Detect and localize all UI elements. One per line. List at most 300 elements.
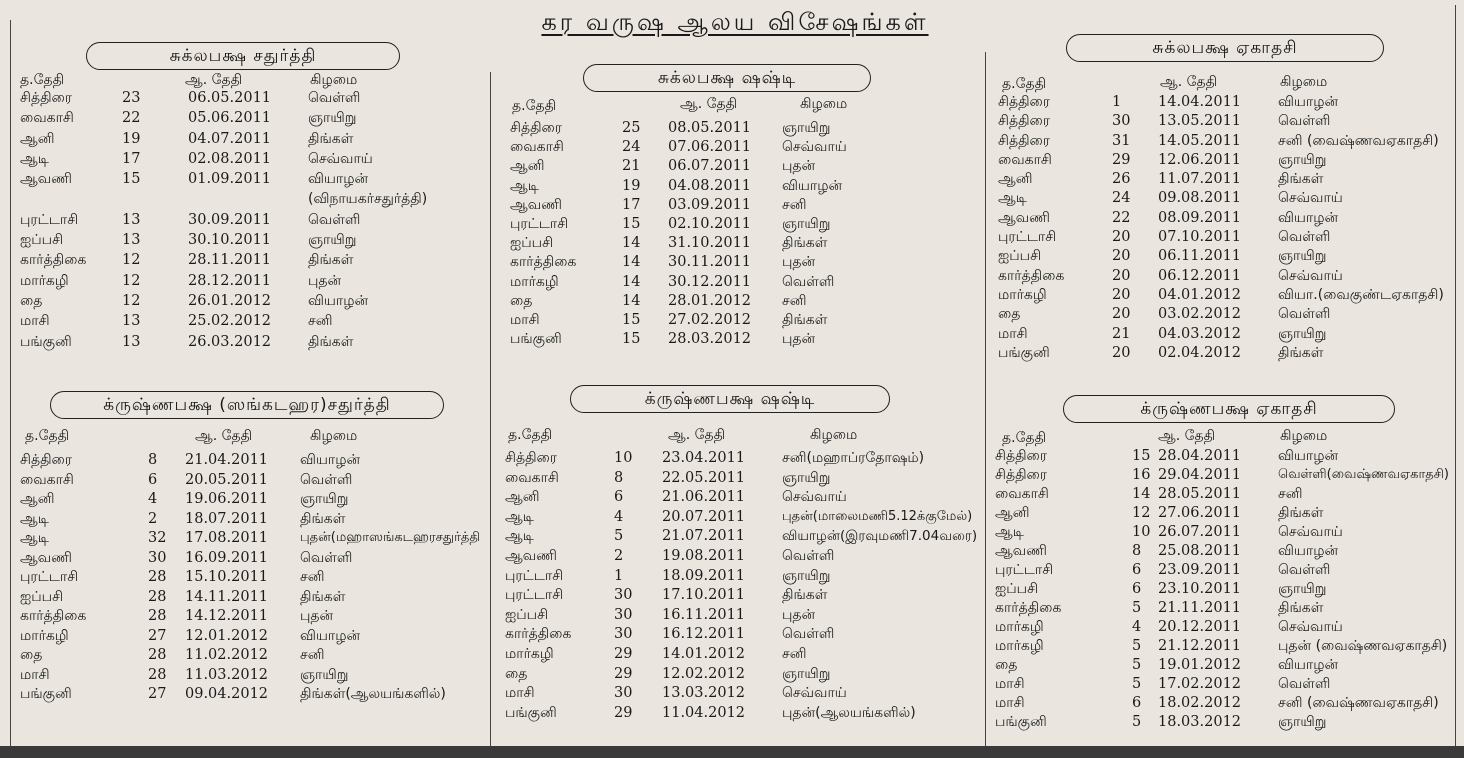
english-date: 07.10.2011 xyxy=(1158,229,1242,246)
weekday: வியாழன் xyxy=(1278,94,1339,110)
tamil-month: மார்கழி xyxy=(20,272,69,289)
tamil-day: 17 xyxy=(122,150,141,167)
weekday: புதன் xyxy=(782,331,816,348)
tamil-month: பங்குனி xyxy=(998,344,1050,361)
tamil-month: ஐப்பசி xyxy=(998,248,1042,265)
tamil-month: புரட்டாசி xyxy=(505,587,564,604)
tamil-month: மாசி xyxy=(20,313,50,330)
weekday: வெள்ளி(வைஷ்ணவஏகாதசி) xyxy=(1278,467,1449,482)
english-date: 04.03.2012 xyxy=(1158,325,1242,342)
tamil-month: ஆனி xyxy=(505,489,540,506)
header-weekday: கிழமை xyxy=(1280,74,1328,90)
tamil-month: கார்த்திகை xyxy=(995,600,1062,616)
english-date: 11.03.2012 xyxy=(185,666,269,683)
weekday: வியாழன் xyxy=(782,177,843,194)
tamil-month: புரட்டாசி xyxy=(998,229,1057,246)
tamil-month: மாசி xyxy=(995,695,1025,711)
tamil-month: மார்கழி xyxy=(505,645,554,662)
weekday: திங்கள் xyxy=(308,252,354,269)
tamil-month: ஆடி xyxy=(998,190,1027,207)
weekday: புதன் xyxy=(782,158,816,175)
tamil-month: மாசி xyxy=(510,311,540,328)
tamil-month: ஆனி xyxy=(20,491,55,507)
tamil-month: ஆடி xyxy=(510,177,539,194)
tamil-month: வைகாசி xyxy=(20,471,74,488)
tamil-day: 23 xyxy=(122,90,141,106)
weekday: செவ்வாய் xyxy=(308,150,373,167)
tamil-month: சித்திரை xyxy=(510,120,563,136)
tamil-day: 28 xyxy=(148,588,167,605)
english-date: 15.10.2011 xyxy=(185,569,269,585)
section-title-krishna-chaturthi: க்ருஷ்ணபக்ஷ (ஸங்கடஹர)சதுர்த்தி xyxy=(50,391,444,419)
tamil-day: 5 xyxy=(1132,638,1142,654)
weekday: வியாழன் xyxy=(308,292,369,309)
tamil-month: ஆடி xyxy=(20,510,49,527)
tamil-month: மார்கழி xyxy=(20,627,69,644)
tamil-day: 26 xyxy=(1112,171,1131,188)
english-date: 06.05.2011 xyxy=(188,90,272,106)
english-date: 19.06.2011 xyxy=(185,491,269,507)
english-date: 19.08.2011 xyxy=(662,547,746,564)
tamil-day: 5 xyxy=(1132,676,1142,692)
tamil-day: 2 xyxy=(614,547,624,564)
tamil-day: 5 xyxy=(614,528,624,545)
tamil-month: ஆவணி xyxy=(510,196,562,213)
tamil-month: மார்கழி xyxy=(995,638,1044,654)
tamil-month: ஆவணி xyxy=(998,209,1050,226)
weekday: ஞாயிறு xyxy=(782,665,831,682)
weekday: வியாழன் xyxy=(1278,543,1339,559)
weekday: வியாழன் xyxy=(308,171,369,188)
english-date: 02.04.2012 xyxy=(1158,344,1242,361)
tamil-day: 30 xyxy=(614,606,633,623)
english-date: 12.02.2012 xyxy=(662,665,746,682)
english-date: 26.01.2012 xyxy=(188,292,272,309)
weekday: சனி xyxy=(300,647,325,663)
header-date: ஆ. தேதி xyxy=(680,96,738,112)
tamil-month: ஆனி xyxy=(995,505,1030,521)
tamil-month: பங்குனி xyxy=(20,686,72,702)
english-date: 07.06.2011 xyxy=(668,139,752,156)
tamil-month: சித்திரை xyxy=(505,450,558,466)
tamil-month: புரட்டாசி xyxy=(20,569,79,585)
weekday: வெள்ளி xyxy=(1278,113,1331,130)
english-date: 03.09.2011 xyxy=(668,196,752,213)
english-date: 23.09.2011 xyxy=(1158,562,1242,578)
tamil-month: ஐப்பசி xyxy=(20,588,64,605)
header-month: த.தேதி xyxy=(508,427,553,443)
weekday: வெள்ளி xyxy=(782,273,835,290)
weekday: புதன் xyxy=(308,272,342,289)
tamil-day: 12 xyxy=(122,252,141,269)
tamil-month: சித்திரை xyxy=(998,94,1051,110)
english-date: 21.04.2011 xyxy=(185,452,269,468)
english-date: 02.10.2011 xyxy=(668,215,752,232)
english-date: 18.07.2011 xyxy=(185,510,269,527)
section-title-shukla-chaturthi: சுக்லபக்ஷ சதுர்த்தி xyxy=(86,42,400,70)
tamil-day: 10 xyxy=(614,450,633,466)
tamil-month: ஆனி xyxy=(20,130,55,147)
tamil-month: மாசி xyxy=(998,325,1028,342)
tamil-month: வைகாசி xyxy=(20,110,74,127)
weekday: புதன் xyxy=(782,254,816,271)
tamil-month: கார்த்திகை xyxy=(505,626,572,643)
weekday: செவ்வாய் xyxy=(1278,619,1343,635)
tamil-month: மாசி xyxy=(20,666,50,683)
tamil-day: 30 xyxy=(614,626,633,643)
weekday: செவ்வாய் xyxy=(782,139,847,156)
english-date: 27.06.2011 xyxy=(1158,505,1242,521)
weekday: செவ்வாய் xyxy=(1278,524,1343,540)
english-date: 04.07.2011 xyxy=(188,130,272,147)
tamil-day: 6 xyxy=(614,489,624,506)
weekday: செவ்வாய் xyxy=(782,489,847,506)
english-date: 25.02.2012 xyxy=(188,313,272,330)
english-date: 19.01.2012 xyxy=(1158,657,1242,673)
tamil-day: 12 xyxy=(122,272,141,289)
weekday: திங்கள் xyxy=(300,588,346,605)
english-date: 30.12.2011 xyxy=(668,273,752,290)
tamil-month: ஐப்பசி xyxy=(505,606,549,623)
tamil-day: 4 xyxy=(148,491,158,507)
tamil-day: 13 xyxy=(122,333,141,350)
weekday: ஞாயிறு xyxy=(782,469,831,486)
tamil-day: 21 xyxy=(622,158,641,175)
header-weekday: கிழமை xyxy=(310,428,358,444)
english-date: 21.12.2011 xyxy=(1158,638,1242,654)
weekday: ஞாயிறு xyxy=(1278,325,1327,342)
english-date: 17.02.2012 xyxy=(1158,676,1242,692)
weekday: ஞாயிறு xyxy=(782,215,831,232)
tamil-day: 20 xyxy=(1112,229,1131,246)
tamil-month: புரட்டாசி xyxy=(505,567,564,584)
tamil-month: ஆடி xyxy=(505,508,534,525)
weekday: புதன்(ஆலயங்களில்) xyxy=(782,704,916,721)
english-date: 06.11.2011 xyxy=(1158,248,1242,265)
weekday: வெள்ளி xyxy=(1278,306,1331,323)
tamil-month: கார்த்திகை xyxy=(510,254,577,271)
english-date: 21.11.2011 xyxy=(1158,600,1242,616)
tamil-month: வைகாசி xyxy=(998,151,1052,168)
english-date: 17.08.2011 xyxy=(185,530,269,546)
tamil-day: 20 xyxy=(1112,286,1131,303)
weekday: வெள்ளி xyxy=(308,90,361,106)
tamil-day: 27 xyxy=(148,686,167,702)
english-date: 28.03.2012 xyxy=(668,331,752,348)
tamil-day: 22 xyxy=(1112,209,1131,226)
tamil-day: 12 xyxy=(122,292,141,309)
english-date: 14.05.2011 xyxy=(1158,132,1242,149)
tamil-month: புரட்டாசி xyxy=(995,562,1054,578)
weekday: சனி xyxy=(300,569,325,585)
tamil-month: பங்குனி xyxy=(510,331,562,348)
tamil-month: சித்திரை xyxy=(998,132,1051,149)
tamil-day: 15 xyxy=(622,215,641,232)
weekday: திங்கள் xyxy=(1278,171,1324,188)
tamil-month: தை xyxy=(510,292,533,309)
tamil-day: 25 xyxy=(622,120,641,136)
english-date: 08.09.2011 xyxy=(1158,209,1242,226)
english-date: 30.10.2011 xyxy=(188,232,272,249)
page-title: கர வருஷ ஆலய விசேஷங்கள் xyxy=(541,8,929,36)
tamil-day: 5 xyxy=(1132,657,1142,673)
weekday: சனி (வைஷ்ணவஏகாதசி) xyxy=(1278,132,1439,149)
tamil-month: சித்திரை xyxy=(995,467,1048,483)
tamil-day: 30 xyxy=(614,587,633,604)
weekday: வியாழன் xyxy=(1278,657,1339,673)
english-date: 11.02.2012 xyxy=(185,647,269,663)
tamil-month: ஐப்பசி xyxy=(20,232,64,249)
english-date: 27.02.2012 xyxy=(668,311,752,328)
tamil-day: 17 xyxy=(622,196,641,213)
tamil-month: தை xyxy=(998,306,1021,323)
weekday: (விநாயகர்சதுர்த்தி) xyxy=(308,191,428,208)
english-date: 03.02.2012 xyxy=(1158,306,1242,323)
tamil-day: 5 xyxy=(1132,600,1142,616)
english-date: 18.09.2011 xyxy=(662,567,746,584)
tamil-day: 29 xyxy=(614,704,633,721)
tamil-day: 19 xyxy=(622,177,641,194)
weekday: ஞாயிறு xyxy=(300,666,349,683)
tamil-day: 1 xyxy=(1112,94,1122,110)
tamil-month: ஆவணி xyxy=(20,171,72,188)
english-date: 17.10.2011 xyxy=(662,587,746,604)
tamil-day: 29 xyxy=(1112,151,1131,168)
tamil-month: ஆடி xyxy=(20,150,49,167)
tamil-month: தை xyxy=(20,292,43,309)
tamil-month: புரட்டாசி xyxy=(20,211,79,228)
tamil-month: மார்கழி xyxy=(998,286,1047,303)
weekday: புதன் (வைஷ்ணவஏகாதசி) xyxy=(1278,638,1448,654)
header-date: ஆ. தேதி xyxy=(1158,428,1216,444)
tamil-month: ஆடி xyxy=(20,530,49,546)
weekday: சனி(மஹாப்ரதோஷம்) xyxy=(782,450,925,466)
tamil-day: 13 xyxy=(122,313,141,330)
english-date: 11.04.2012 xyxy=(662,704,746,721)
english-date: 25.08.2011 xyxy=(1158,543,1242,559)
weekday: ஞாயிறு xyxy=(308,232,357,249)
tamil-day: 8 xyxy=(614,469,624,486)
weekday: செவ்வாய் xyxy=(1278,267,1343,284)
tamil-day: 4 xyxy=(1132,619,1142,635)
tamil-day: 29 xyxy=(614,645,633,662)
tamil-day: 2 xyxy=(148,510,158,527)
tamil-month: மார்கழி xyxy=(995,619,1044,635)
tamil-day: 15 xyxy=(622,331,641,348)
weekday: திங்கள் xyxy=(782,311,828,328)
tamil-day: 30 xyxy=(148,549,167,566)
english-date: 23.10.2011 xyxy=(1158,581,1242,597)
weekday: திங்கள் xyxy=(782,235,828,252)
weekday: வெள்ளி xyxy=(1278,676,1331,692)
header-date: ஆ. தேதி xyxy=(1160,74,1218,90)
english-date: 16.11.2011 xyxy=(662,606,746,623)
weekday: புதன்(மாலைமணி5.12க்குமேல்) xyxy=(782,508,973,524)
english-date: 06.07.2011 xyxy=(668,158,752,175)
tamil-month: புரட்டாசி xyxy=(510,215,569,232)
weekday: வெள்ளி xyxy=(1278,562,1331,578)
weekday: சனி xyxy=(782,292,807,309)
tamil-day: 1 xyxy=(614,567,624,584)
english-date: 26.03.2012 xyxy=(188,333,272,350)
header-date: ஆ. தேதி xyxy=(668,427,726,443)
english-date: 14.04.2011 xyxy=(1158,94,1242,110)
tamil-day: 13 xyxy=(122,211,141,228)
english-date: 18.03.2012 xyxy=(1158,714,1242,730)
weekday: திங்கள் xyxy=(1278,505,1324,521)
tamil-day: 12 xyxy=(1132,505,1151,521)
english-date: 09.04.2012 xyxy=(185,686,269,702)
tamil-day: 32 xyxy=(148,530,167,546)
english-date: 13.03.2012 xyxy=(662,685,746,702)
weekday: சனி (வைஷ்ணவஏகாதசி) xyxy=(1278,695,1439,711)
english-date: 08.05.2011 xyxy=(668,120,752,136)
english-date: 18.02.2012 xyxy=(1158,695,1242,711)
weekday: சனி xyxy=(782,645,807,662)
header-weekday: கிழமை xyxy=(800,96,848,112)
weekday: திங்கள் xyxy=(308,333,354,350)
tamil-month: பங்குனி xyxy=(20,333,72,350)
tamil-day: 15 xyxy=(122,171,141,188)
english-date: 04.08.2011 xyxy=(668,177,752,194)
tamil-month: சித்திரை xyxy=(995,448,1048,464)
header-weekday: கிழமை xyxy=(310,72,358,88)
tamil-month: ஆவணி xyxy=(505,547,557,564)
english-date: 28.01.2012 xyxy=(668,292,752,309)
weekday: வெள்ளி xyxy=(1278,229,1331,246)
english-date: 30.09.2011 xyxy=(188,211,272,228)
tamil-day: 30 xyxy=(614,685,633,702)
tamil-day: 20 xyxy=(1112,248,1131,265)
weekday: வெள்ளி xyxy=(782,626,835,643)
tamil-month: மாசி xyxy=(995,676,1025,692)
header-month: த.தேதி xyxy=(512,98,557,114)
tamil-day: 10 xyxy=(1132,524,1151,540)
weekday: திங்கள் xyxy=(300,510,346,527)
english-date: 16.12.2011 xyxy=(662,626,746,643)
english-date: 29.04.2011 xyxy=(1158,467,1242,483)
weekday: சனி xyxy=(308,313,333,330)
english-date: 30.11.2011 xyxy=(668,254,752,271)
header-weekday: கிழமை xyxy=(1280,428,1328,444)
page-border-right xyxy=(1455,5,1456,746)
tamil-day: 28 xyxy=(148,569,167,585)
english-date: 20.07.2011 xyxy=(662,508,746,525)
tamil-month: தை xyxy=(20,647,43,663)
column-divider-right xyxy=(985,52,986,746)
tamil-day: 20 xyxy=(1112,306,1131,323)
weekday: வியாழன் xyxy=(1278,209,1339,226)
tamil-day: 5 xyxy=(1132,714,1142,730)
weekday: புதன் xyxy=(300,608,334,624)
weekday: வியாழன் xyxy=(300,452,361,468)
english-date: 13.05.2011 xyxy=(1158,113,1242,130)
weekday: திங்கள் xyxy=(1278,344,1324,361)
tamil-month: ஆவணி xyxy=(995,543,1047,559)
weekday: ஞாயிறு xyxy=(1278,714,1327,730)
weekday: வியாழன் xyxy=(300,627,361,644)
section-title-shukla-shashti: சுக்லபக்ஷ ஷஷ்டி xyxy=(583,64,871,92)
header-month: த.தேதி xyxy=(1002,76,1047,92)
section-title-shukla-ekadashi: சுக்லபக்ஷ ஏகாதசி xyxy=(1066,34,1384,62)
weekday: திங்கள் xyxy=(1278,600,1324,616)
tamil-day: 13 xyxy=(122,232,141,249)
weekday: ஞாயிறு xyxy=(1278,581,1327,597)
weekday: புதன் xyxy=(782,606,816,623)
weekday: திங்கள் xyxy=(782,587,828,604)
weekday: சனி xyxy=(782,196,807,213)
tamil-month: ஆடி xyxy=(995,524,1024,540)
english-date: 09.08.2011 xyxy=(1158,190,1242,207)
tamil-day: 19 xyxy=(122,130,141,147)
tamil-day: 16 xyxy=(1132,467,1151,483)
weekday: வியாழன்(இரவுமணி7.04வரை) xyxy=(782,528,978,545)
weekday: வெள்ளி xyxy=(308,211,361,228)
tamil-day: 24 xyxy=(622,139,641,156)
weekday: ஞாயிறு xyxy=(782,567,831,584)
english-date: 21.07.2011 xyxy=(662,528,746,545)
tamil-month: மார்கழி xyxy=(510,273,559,290)
tamil-day: 8 xyxy=(148,452,158,468)
header-date: ஆ. தேதி xyxy=(185,72,243,88)
weekday: திங்கள்(ஆலயங்களில்) xyxy=(300,686,446,702)
tamil-day: 6 xyxy=(1132,581,1142,597)
tamil-day: 21 xyxy=(1112,325,1131,342)
section-title-krishna-ekadashi: க்ருஷ்ணபக்ஷ ஏகாதசி xyxy=(1063,395,1395,423)
weekday: புதன்(மஹாஸங்கடஹரசதுர்த்தி xyxy=(300,530,481,545)
weekday: செவ்வாய் xyxy=(1278,190,1343,207)
weekday: ஞாயிறு xyxy=(308,110,357,127)
header-month: த.தேதி xyxy=(20,72,65,88)
english-date: 28.12.2011 xyxy=(188,272,272,289)
english-date: 21.06.2011 xyxy=(662,489,746,506)
tamil-day: 24 xyxy=(1112,190,1131,207)
english-date: 04.01.2012 xyxy=(1158,286,1242,303)
tamil-day: 15 xyxy=(622,311,641,328)
weekday: சனி xyxy=(1278,486,1303,502)
tamil-day: 20 xyxy=(1112,267,1131,284)
tamil-month: கார்த்திகை xyxy=(20,252,87,269)
english-date: 16.09.2011 xyxy=(185,549,269,566)
english-date: 26.07.2011 xyxy=(1158,524,1242,540)
page-bottom-edge xyxy=(0,746,1464,758)
english-date: 12.01.2012 xyxy=(185,627,269,644)
english-date: 28.04.2011 xyxy=(1158,448,1242,464)
tamil-day: 15 xyxy=(1132,448,1151,464)
tamil-month: தை xyxy=(505,665,528,682)
header-weekday: கிழமை xyxy=(810,427,858,443)
tamil-day: 14 xyxy=(622,292,641,309)
tamil-day: 30 xyxy=(1112,113,1131,130)
tamil-day: 8 xyxy=(1132,543,1142,559)
english-date: 14.01.2012 xyxy=(662,645,746,662)
tamil-day: 28 xyxy=(148,647,167,663)
tamil-month: ஆவணி xyxy=(20,549,72,566)
english-date: 05.06.2011 xyxy=(188,110,272,127)
english-date: 28.11.2011 xyxy=(188,252,272,269)
tamil-day: 14 xyxy=(1132,486,1151,502)
english-date: 12.06.2011 xyxy=(1158,151,1242,168)
tamil-day: 6 xyxy=(1132,695,1142,711)
tamil-month: வைகாசி xyxy=(505,469,559,486)
tamil-month: மாசி xyxy=(505,685,535,702)
tamil-day: 4 xyxy=(614,508,624,525)
weekday: வெள்ளி xyxy=(300,471,353,488)
english-date: 06.12.2011 xyxy=(1158,267,1242,284)
tamil-day: 14 xyxy=(622,273,641,290)
weekday: வெள்ளி xyxy=(782,547,835,564)
tamil-month: சித்திரை xyxy=(20,452,73,468)
